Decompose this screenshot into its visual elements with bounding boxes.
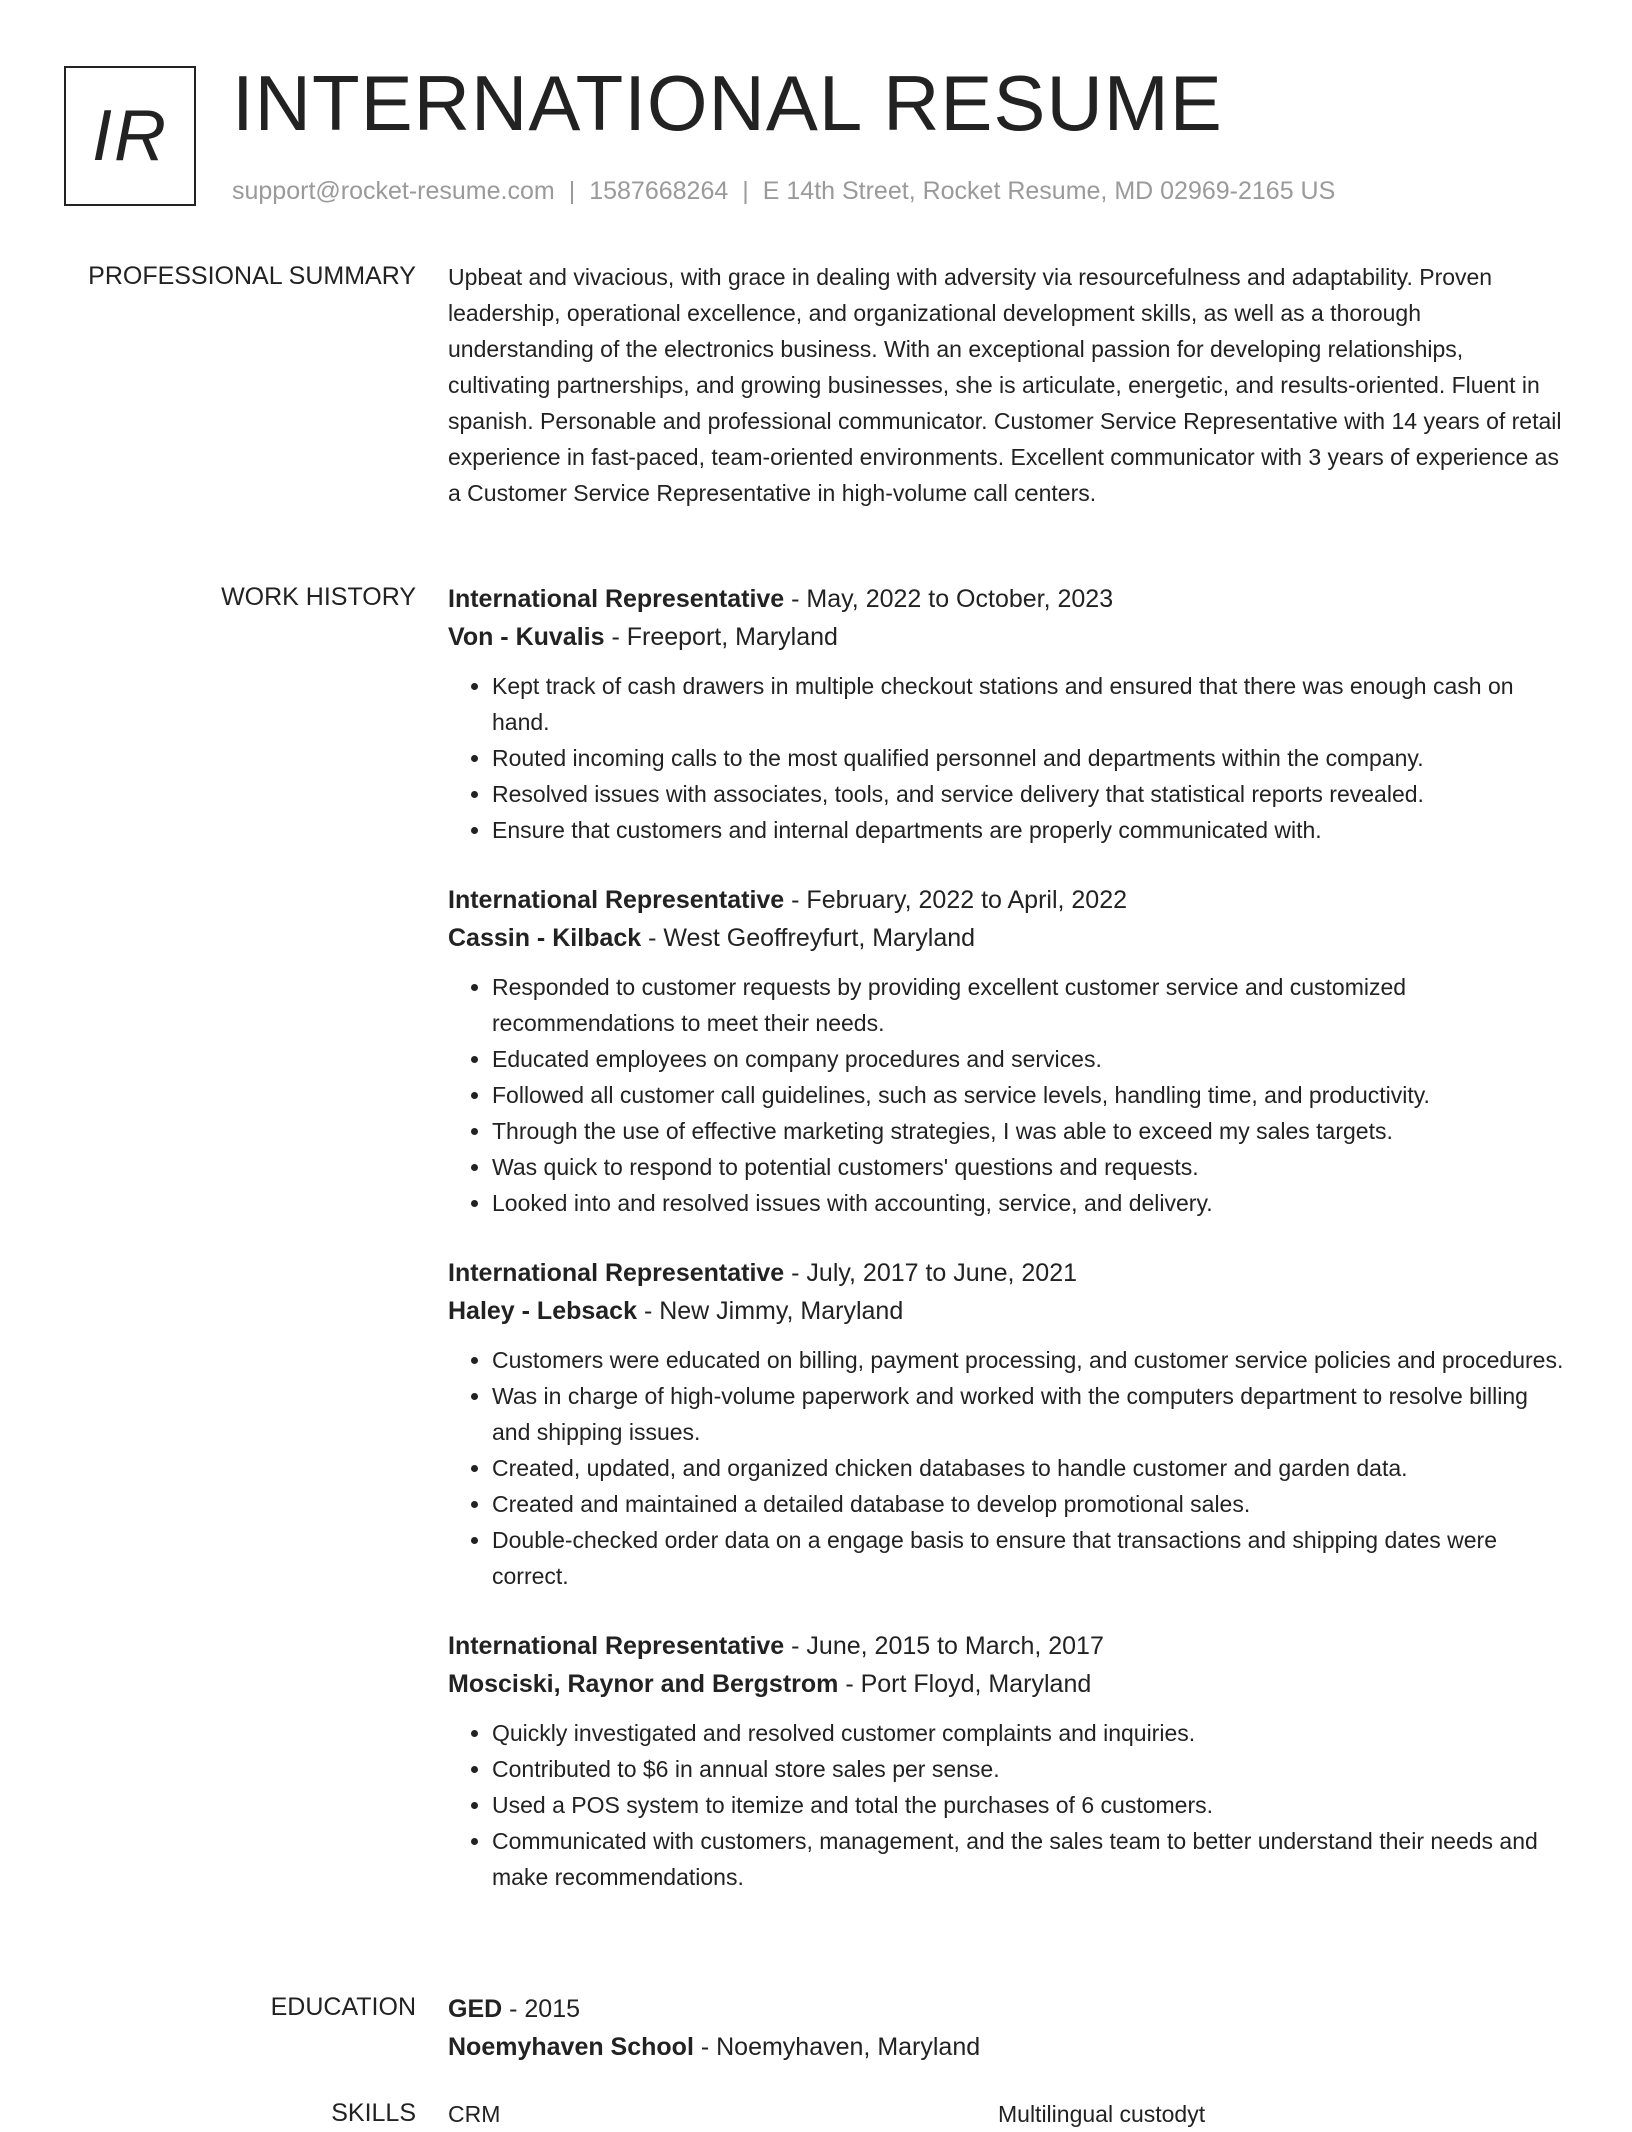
job-title: International Representative — [448, 886, 785, 914]
job-title-line — [448, 580, 1568, 618]
list-item: • Was in charge of high-volume paperwork and worked with the computers department to resolve billing and shipping issues. — [492, 1378, 1568, 1450]
job-title-line — [448, 1627, 1568, 1665]
job-dates: - February, 2022 to April, 2022 — [784, 886, 1128, 914]
job-bullets — [448, 969, 1568, 1221]
education-degree: GED — [448, 1995, 503, 2023]
skill-item: Multilingual custodyt — [998, 2101, 1206, 2127]
list-item: • Contributed to $6 in annual store sales per sense. — [492, 1751, 1568, 1787]
section-label-summary: PROFESSIONAL SUMMARY — [88, 262, 416, 290]
list-item: • Created, updated, and organized chicken databases to handle customer and garden data. — [492, 1450, 1568, 1486]
job-company: Cassin - Kilback — [448, 924, 642, 952]
job-title-line — [448, 881, 1568, 919]
job-title: International Representative — [448, 1632, 785, 1660]
education-degree-line — [448, 1990, 1568, 2028]
job-company-line — [448, 1292, 1568, 1330]
list-item: • Kept track of cash drawers in multiple checkout stations and ensured that there was enough cash on hand. — [492, 668, 1568, 740]
job-dates: - June, 2015 to March, 2017 — [784, 1632, 1104, 1660]
job-dates: - July, 2017 to June, 2021 — [784, 1259, 1078, 1287]
job-company: Von - Kuvalis — [448, 623, 605, 651]
contact-separator: | — [742, 177, 749, 205]
education-school-line — [448, 2028, 1568, 2066]
list-item: • Through the use of effective marketing strategies, I was able to exceed my sales targets. — [492, 1113, 1568, 1149]
list-item: • Responded to customer requests by providing excellent customer service and customized recommendations to meet their needs. — [492, 969, 1568, 1041]
job-location: - Freeport, Maryland — [604, 623, 838, 651]
list-item: • Was quick to respond to potential customers' questions and requests. — [492, 1149, 1568, 1185]
contact-email[interactable]: support@rocket-resume.com — [232, 177, 555, 205]
list-item: • Resolved issues with associates, tools, and service delivery that statistical reports revealed. — [492, 776, 1568, 812]
skills-list — [448, 2096, 1568, 2132]
job-location: - West Geoffreyfurt, Maryland — [641, 924, 976, 952]
job-dates: - May, 2022 to October, 2023 — [784, 585, 1114, 613]
list-item: • Educated employees on company procedures and services. — [492, 1041, 1568, 1077]
job-title-line — [448, 1254, 1568, 1292]
monogram-logo: IR — [64, 66, 196, 206]
job-entry — [448, 580, 1568, 848]
job-company: Haley - Lebsack — [448, 1297, 637, 1325]
job-bullets — [448, 1342, 1568, 1594]
list-item: • Routed incoming calls to the most qualified personnel and departments within the company. — [492, 740, 1568, 776]
list-item: • Ensure that customers and internal departments are properly communicated with. — [492, 812, 1568, 848]
job-location: - Port Floyd, Maryland — [838, 1670, 1092, 1698]
list-item: • Looked into and resolved issues with accounting, service, and delivery. — [492, 1185, 1568, 1221]
job-entry — [448, 881, 1568, 1221]
section-label-skills: SKILLS — [331, 2099, 416, 2127]
job-location: - New Jimmy, Maryland — [637, 1297, 904, 1325]
list-item: • Followed all customer call guidelines, such as service levels, handling time, and productivity. — [492, 1077, 1568, 1113]
education-school: Noemyhaven School — [448, 2033, 694, 2061]
job-company-line — [448, 1665, 1568, 1703]
list-item: • Created and maintained a detailed database to develop promotional sales. — [492, 1486, 1568, 1522]
job-title: International Representative — [448, 585, 785, 613]
contact-phone[interactable]: 1587668264 — [589, 177, 729, 205]
job-company-line — [448, 919, 1568, 957]
job-company-line — [448, 618, 1568, 656]
job-bullets — [448, 1715, 1568, 1895]
contact-separator: | — [568, 177, 576, 205]
contact-address: E 14th Street, Rocket Resume, MD 02969-2165 US — [762, 177, 1336, 205]
list-item: • Used a POS system to itemize and total the purchases of 6 customers. — [492, 1787, 1568, 1823]
job-company: Mosciski, Raynor and Bergstrom — [448, 1670, 839, 1698]
list-item: • Communicated with customers, management, and the sales team to better understand their needs and make recommendations. — [492, 1823, 1568, 1895]
job-bullets — [448, 668, 1568, 848]
section-label-education: EDUCATION — [270, 1993, 416, 2021]
resume-title: INTERNATIONAL RESUME — [232, 59, 1223, 147]
contact-line — [232, 176, 1335, 206]
section-label-work-history: WORK HISTORY — [221, 583, 416, 611]
skill-item: CRM — [448, 2101, 501, 2127]
list-item: • Quickly investigated and resolved customer complaints and inquiries. — [492, 1715, 1568, 1751]
list-item: • Customers were educated on billing, payment processing, and customer service policies and procedures. — [492, 1342, 1568, 1378]
education-location: - Noemyhaven, Maryland — [693, 2033, 981, 2061]
job-entry — [448, 1627, 1568, 1895]
education-year: - 2015 — [502, 1995, 581, 2023]
list-item: • Double-checked order data on a engage basis to ensure that transactions and shipping dates were correct. — [492, 1522, 1568, 1594]
job-entry — [448, 1254, 1568, 1594]
job-title: International Representative — [448, 1259, 785, 1287]
summary-text: Upbeat and vivacious, with grace in dealing with adversity via resourcefulness and adaptability. Proven leadership, operational excellence, and organizational development skills, as well as a thorough understanding of the electronics business. With an exceptional passion for developing relationships, cultivating partnerships, and growing businesses, she is articulate, energetic, and results-oriented. Fluent in spanish. Personable and professional communicator. Customer Service Representative with 14 years of retail experience in fast-paced, team-oriented environments. Excellent communicator with 3 years of experience as a Customer Service Representative in high-volume call centers. — [448, 264, 1562, 506]
